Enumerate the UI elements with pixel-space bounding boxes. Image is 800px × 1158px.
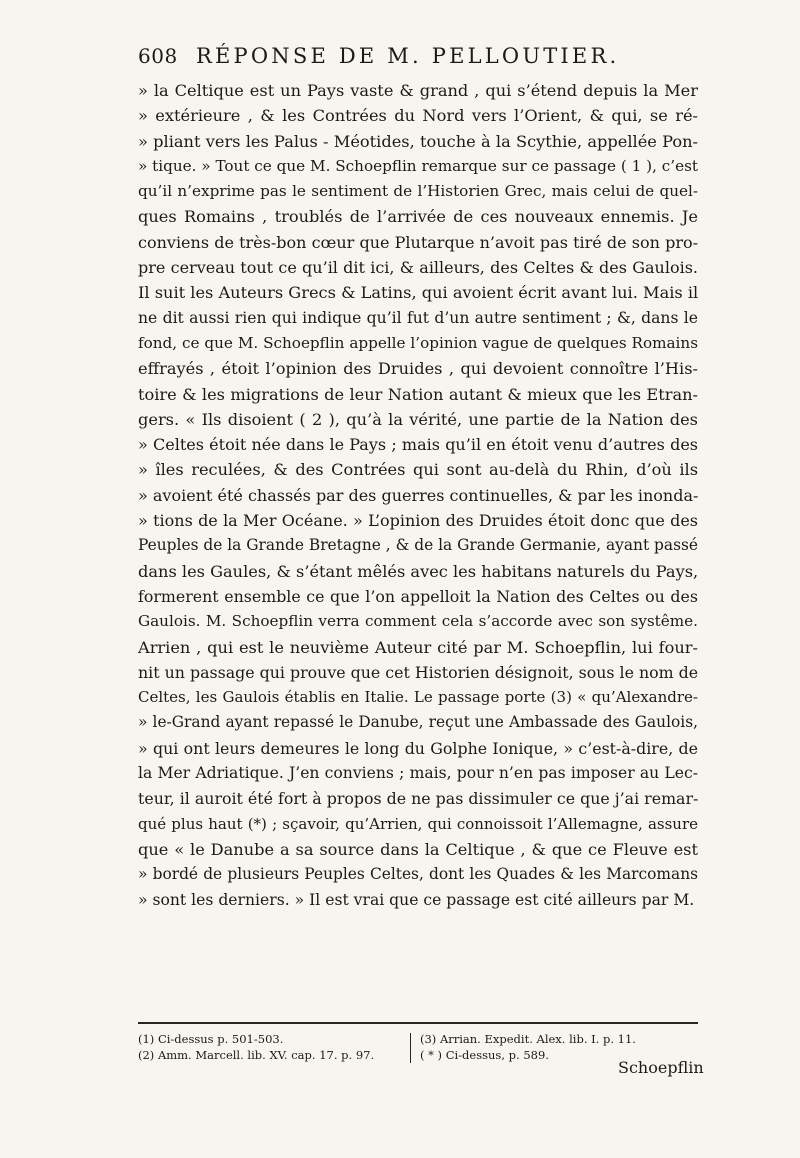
text-line: » la Celtique est un Pays vaste & grand , qui s’étend depuis la Mer (138, 81, 698, 100)
text-line: pre cerveau tout ce qu’il dit ici, & ailleurs, des Celtes & des Gaulois. (138, 258, 698, 278)
footnote: (3) Arrian. Expedit. Alex. lib. I. p. 11. (420, 1032, 636, 1046)
text-line: toire & les migrations de leur Nation autant & mieux que les Etran- (138, 384, 698, 404)
text-line: qu’il n’exprime pas le sentiment de l’Historien Grec, mais celui de quel- (138, 182, 698, 201)
text-line: » Celtes étoit née dans le Pays ; mais qu’il en étoit venu d’autres des (138, 435, 698, 455)
catchword: Schoepflin (618, 1058, 704, 1077)
text-line: » avoient été chassés par des guerres continuelles, & par les inonda- (138, 485, 698, 505)
text-line: » pliant vers les Palus - Méotides, touche à la Scythie, appellée Pon- (138, 131, 698, 151)
footnote: ( * ) Ci-dessus, p. 589. (420, 1048, 549, 1062)
footnote-rule (138, 1022, 698, 1024)
footnotes (138, 1031, 698, 1075)
text-line: que « le Danube a sa source dans la Celtique , & que ce Fleuve est (138, 839, 698, 859)
text-line: » îles reculées, & des Contrées qui sont au-delà du Rhin, d’où ils (138, 460, 698, 480)
text-line: » sont les derniers. » Il est vrai que ce passage est cité ailleurs par M. (138, 890, 695, 909)
text-line: Arrien , qui est le neuvième Auteur cité par M. Schoepflin, lui four- (138, 637, 698, 657)
text-line: fond, ce que M. Schoepflin appelle l’opinion vague de quelques Romains (138, 333, 698, 352)
text-line: qué plus haut (*) ; sçavoir, qu’Arrien, qui connoissoit l’Allemagne, assure (138, 814, 698, 833)
body-text (138, 78, 698, 913)
text-line: nit un passage qui prouve que cet Historien désignoit, sous le nom de (138, 662, 698, 682)
footnote: (2) Amm. Marcell. lib. XV. cap. 17. p. 97. (138, 1048, 375, 1062)
text-line: » qui ont leurs demeures le long du Golphe Ionique, » c’est-à-dire, de (138, 738, 698, 758)
page-header (138, 44, 698, 74)
footnote-divider (410, 1033, 411, 1063)
text-line: ne dit aussi rien qui indique qu’il fut d’un autre sentiment ; &, dans le (138, 308, 698, 327)
text-line: Celtes, les Gaulois établis en Italie. Le passage porte (3) « qu’Alexandre- (138, 688, 698, 707)
running-title: RÉPONSE DE M. PELLOUTIER. (196, 44, 620, 68)
text-line: » tique. » Tout ce que M. Schoepflin remarque sur ce passage ( 1 ), c’est (138, 156, 698, 175)
text-line: ques Romains , troublés de l’arrivée de ces nouveaux ennemis. Je (138, 207, 698, 227)
text-line: la Mer Adriatique. J’en conviens ; mais, pour n’en pas imposer au Lec- (138, 764, 698, 783)
footnote: (1) Ci-dessus p. 501-503. (138, 1032, 284, 1046)
footnotes-left-column (138, 1031, 406, 1063)
text-line: Gaulois. M. Schoepflin verra comment cela s’accorde avec son systême. (138, 612, 698, 631)
text-line: formerent ensemble ce que l’on appelloit la Nation des Celtes ou des (138, 586, 698, 606)
text-line: conviens de très-bon cœur que Plutarque n’avoit pas tiré de son pro- (138, 232, 698, 252)
text-line: » le-Grand ayant repassé le Danube, reçut une Ambassade des Gaulois, (138, 713, 698, 732)
text-line: » tions de la Mer Océane. » L’opinion des Druides étoit donc que des (138, 511, 698, 531)
text-line: teur, il auroit été fort à propos de ne pas dissimuler ce que j’ai remar- (138, 789, 698, 809)
text-line: » extérieure , & les Contrées du Nord vers l’Orient, & qui, se ré- (138, 106, 698, 126)
text-line: » bordé de plusieurs Peuples Celtes, dont les Quades & les Marcomans (138, 865, 698, 884)
text-line: gers. « Ils disoient ( 2 ), qu’à la vérité, une partie de la Nation des (138, 409, 698, 429)
text-line: Peuples de la Grande Bretagne , & de la Grande Germanie, ayant passé (138, 536, 698, 555)
text-line: dans les Gaules, & s’étant mêlés avec les habitans naturels du Pays, (138, 561, 698, 581)
text-line: Il suit les Auteurs Grecs & Latins, qui avoient écrit avant lui. Mais il (138, 283, 698, 303)
page-number: 608 (138, 44, 178, 68)
text-line: effrayés , étoit l’opinion des Druides , qui devoient connoître l’His- (138, 359, 698, 379)
